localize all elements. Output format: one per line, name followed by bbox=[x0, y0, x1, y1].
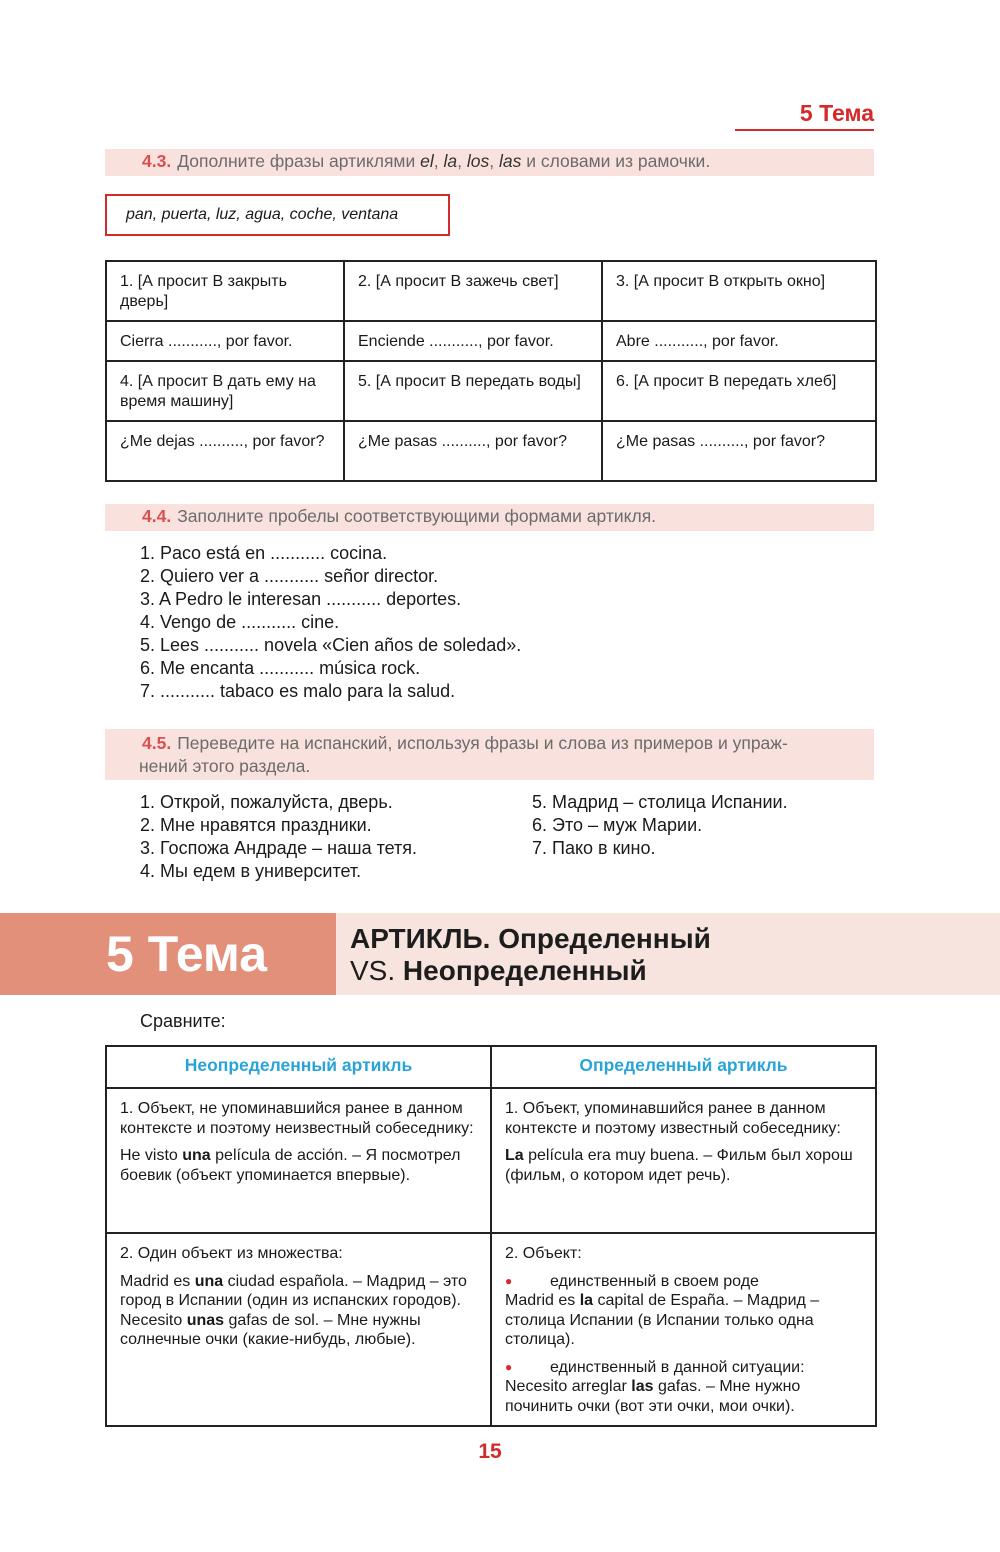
table-cell: ¿Me pasas .........., por favor? bbox=[602, 421, 876, 481]
list-item: 5. Мадрид – столица Испании. bbox=[532, 792, 788, 812]
list-item: 3. A Pedro le interesan ........... deportes. bbox=[140, 589, 462, 609]
list-item: 4. Vengo de ........... cine. bbox=[140, 612, 340, 632]
exercise-number: 4.4. bbox=[142, 506, 172, 526]
table-row bbox=[106, 261, 876, 321]
exercise-number: 4.3. bbox=[142, 151, 172, 171]
exercise-4-5-list-left bbox=[140, 791, 417, 883]
table-cell: Abre ..........., por favor. bbox=[602, 321, 876, 361]
table-cell: 5. [А просит В передать воды] bbox=[344, 361, 602, 421]
running-header: 5 Тема bbox=[735, 100, 874, 131]
topic-title-line-2: VS. Неопределенный bbox=[350, 955, 647, 986]
table-cell: 2. Один объект из множества: Madrid es una ciudad española. – Мадрид – это город в Испании (один из испанских городов). Necesito unas gafas de sol. – Мне нужны солнечные очки (какие-нибудь, любые). bbox=[106, 1233, 491, 1426]
topic-number: 5 Тема bbox=[106, 926, 268, 982]
table-cell: ¿Me dejas .........., por favor? bbox=[106, 421, 344, 481]
list-item: 6. Это – муж Марии. bbox=[532, 815, 703, 835]
table-header-row bbox=[106, 1046, 876, 1088]
table-row bbox=[106, 361, 876, 421]
page-number: 15 bbox=[478, 1440, 502, 1463]
table-cell: 1. Объект, упоминавшийся ранее в данном контексте и поэтому известный собеседнику: La película era muy buena. – Фильм был хорош (фильм, о котором идет речь). bbox=[491, 1088, 876, 1233]
list-item: 6. Me encanta ........... música rock. bbox=[140, 658, 421, 678]
exercise-4-5-list-right bbox=[532, 791, 788, 860]
list-item: 7. ........... tabaco es malo para la salud. bbox=[140, 681, 456, 701]
table-cell: Cierra ..........., por favor. bbox=[106, 321, 344, 361]
table-row bbox=[106, 321, 876, 361]
exercise-4-5-instruction: 4.5. Переведите на испанский, используя фразы и слова из примеров и упраж- нений этого раздела. bbox=[105, 729, 874, 780]
table-cell: 1. [А просит В закрыть дверь] bbox=[106, 261, 344, 321]
exercise-4-3-table bbox=[105, 260, 877, 482]
bullet-icon: ● bbox=[505, 1273, 513, 1288]
article-comparison-table bbox=[105, 1045, 877, 1427]
exercise-4-4-list bbox=[140, 542, 521, 703]
list-item: 1. Paco está en ........... cocina. bbox=[140, 543, 388, 563]
word-box: pan, puerta, luz, agua, coche, ventana bbox=[105, 194, 450, 236]
list-item: 5. Lees ........... novela «Cien años de soledad». bbox=[140, 635, 522, 655]
topic-banner-label bbox=[0, 913, 336, 995]
topic-banner-title bbox=[336, 913, 1000, 995]
table-cell: 6. [А просит В передать хлеб] bbox=[602, 361, 876, 421]
topic-title-line-1: АРТИКЛЬ. Определенный bbox=[350, 923, 711, 954]
bullet-icon: ● bbox=[505, 1359, 513, 1374]
list-item: 7. Пако в кино. bbox=[532, 838, 656, 858]
compare-label: Сравните: bbox=[140, 1011, 226, 1031]
table-cell: 4. [А просит В дать ему на время машину] bbox=[106, 361, 344, 421]
table-cell: 2. Объект: ● единственный в своем роде Madrid es la capital de España. – Мадрид – столица Испании (в Испании только одна столица). ● единственный в данной ситуации: Necesito arreglar las gafas. – Мне нужно починить очки (вот эти очки, мои очки). bbox=[491, 1233, 876, 1426]
exercise-4-3-instruction: 4.3. Дополните фразы артиклями el, la, los, las и словами из рамочки. bbox=[105, 149, 874, 176]
list-item: 2. Quiero ver a ........... señor director. bbox=[140, 566, 439, 586]
table-row bbox=[106, 421, 876, 481]
list-item: 2. Мне нравятся праздники. bbox=[140, 815, 372, 835]
table-row bbox=[106, 1233, 876, 1426]
list-item: 1. Открой, пожалуйста, дверь. bbox=[140, 792, 393, 812]
list-item: 4. Мы едем в университет. bbox=[140, 861, 362, 881]
exercise-4-4-instruction: 4.4. Заполните пробелы соответствующими формами артикля. bbox=[105, 504, 874, 531]
table-cell: Enciende ..........., por favor. bbox=[344, 321, 602, 361]
table-cell: ¿Me pasas .........., por favor? bbox=[344, 421, 602, 481]
exercise-number: 4.5. bbox=[142, 733, 172, 753]
column-header: Неопределенный артикль bbox=[106, 1046, 491, 1088]
list-item: 3. Госпожа Андраде – наша тетя. bbox=[140, 838, 418, 858]
table-cell: 3. [А просит В открыть окно] bbox=[602, 261, 876, 321]
table-row bbox=[106, 1088, 876, 1233]
table-cell: 1. Объект, не упоминавшийся ранее в данном контексте и поэтому неизвестный собеседнику: He visto una película de acción. – Я посмотрел боевик (объект упоминается впервые). bbox=[106, 1088, 491, 1233]
column-header: Определенный артикль bbox=[491, 1046, 876, 1088]
table-cell: 2. [А просит В зажечь свет] bbox=[344, 261, 602, 321]
